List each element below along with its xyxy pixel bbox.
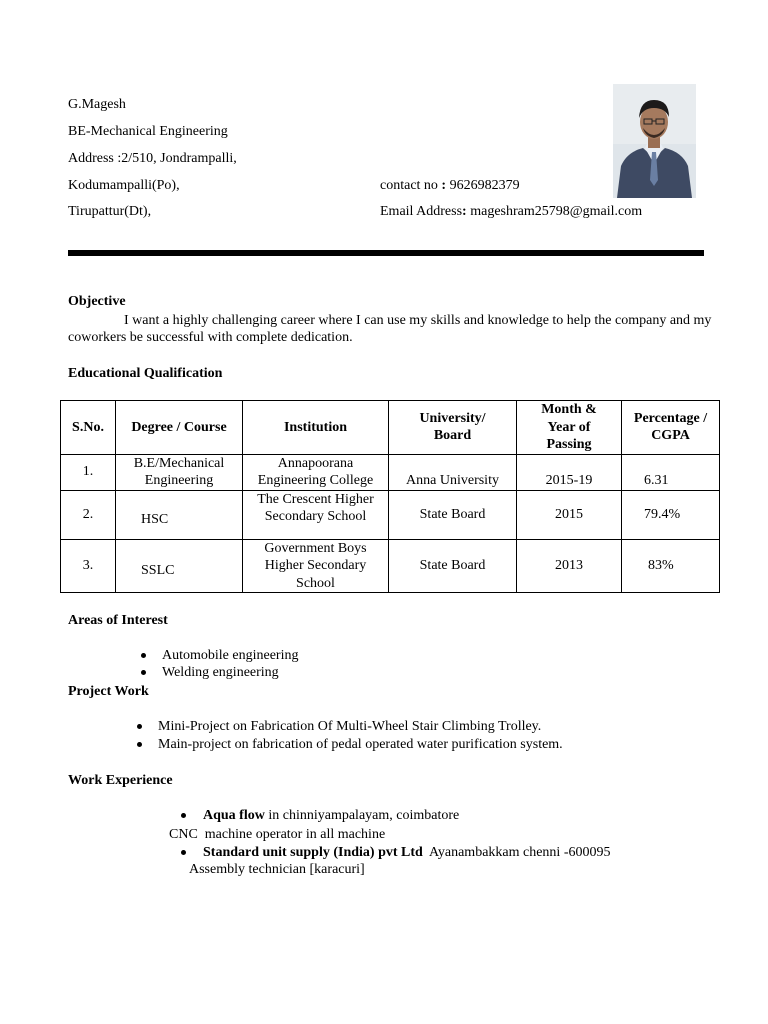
table-cell: State Board	[389, 539, 517, 593]
objective-heading: Objective	[68, 294, 126, 309]
address-line-3: Tirupattur(Dt),	[68, 204, 152, 219]
experience-item	[203, 808, 459, 824]
list-item: Welding engineering	[162, 665, 279, 680]
contact-number: 9626982379	[449, 178, 520, 193]
interests-heading: Areas of Interest	[68, 613, 168, 628]
table-cell: State Board	[389, 490, 517, 539]
table-cell: Annapoorana Engineering College	[243, 454, 389, 490]
column-header: University/ Board	[389, 401, 517, 455]
table-cell: 2.	[61, 490, 116, 539]
table-cell: 6.31	[622, 454, 720, 490]
column-header: Degree / Course	[116, 401, 243, 455]
table-cell: 2015-19	[517, 454, 622, 490]
table-cell: 3.	[61, 539, 116, 593]
objective-text: I want a highly challenging career where I can use my skills and knowledge to help the company and my coworkers be successful with complete dedication.	[68, 313, 712, 345]
table-row	[61, 454, 720, 490]
table-cell: 2013	[517, 539, 622, 593]
column-header: Percentage / CGPA	[622, 401, 720, 455]
header-divider	[68, 250, 704, 256]
table-cell: HSC	[116, 490, 243, 539]
table-cell: 1.	[61, 454, 116, 490]
table-cell: SSLC	[116, 539, 243, 593]
bullet-icon	[137, 742, 142, 747]
bullet-icon	[181, 813, 186, 818]
candidate-degree: BE-Mechanical Engineering	[68, 124, 228, 139]
table-cell: 79.4%	[622, 490, 720, 539]
bullet-icon	[181, 850, 186, 855]
projects-heading: Project Work	[68, 684, 149, 699]
table-cell: Government Boys Higher Secondary School	[243, 539, 389, 593]
column-header: S.No.	[61, 401, 116, 455]
bullet-icon	[141, 670, 146, 675]
company-location: in chinniyampalayam, coimbatore	[268, 808, 460, 823]
contact-label: contact no	[380, 178, 438, 193]
address-line-2: Kodumampalli(Po),	[68, 178, 180, 193]
list-item: Main-project on fabrication of pedal operated water purification system.	[158, 737, 563, 752]
experience-heading: Work Experience	[68, 773, 173, 788]
company-location: Ayanambakkam chenni -600095	[429, 845, 611, 860]
table-row	[61, 539, 720, 593]
table-cell: B.E/Mechanical Engineering	[116, 454, 243, 490]
address-line-1: Address :2/510, Jondrampalli,	[68, 151, 237, 166]
job-role: CNC machine operator in all machine	[169, 827, 386, 842]
company-name: Standard unit supply (India) pvt Ltd	[203, 845, 423, 860]
bullet-icon	[137, 724, 142, 729]
bullet-icon	[141, 653, 146, 658]
table-cell: Anna University	[389, 454, 517, 490]
column-header: Institution	[243, 401, 389, 455]
table-row	[61, 490, 720, 539]
email-separator: :	[462, 204, 467, 219]
job-role: Assembly technician [karacuri]	[189, 862, 365, 877]
company-name: Aqua flow	[203, 808, 265, 823]
candidate-name: G.Magesh	[68, 97, 126, 112]
contact-separator: :	[441, 178, 447, 193]
list-item: Automobile engineering	[162, 648, 299, 663]
profile-photo	[613, 84, 696, 198]
table-cell: The Crescent Higher Secondary School	[243, 490, 389, 539]
education-table	[60, 400, 720, 593]
table-cell: 83%	[622, 539, 720, 593]
education-heading: Educational Qualification	[68, 366, 223, 381]
email-label: Email Address	[380, 204, 463, 219]
list-item: Mini-Project on Fabrication Of Multi-Wheel Stair Climbing Trolley.	[158, 719, 542, 734]
email-line	[380, 204, 642, 220]
experience-item	[203, 845, 611, 861]
email-address: mageshram25798@gmail.com	[470, 204, 643, 219]
table-header-row	[61, 401, 720, 455]
contact-line	[380, 178, 520, 194]
table-cell: 2015	[517, 490, 622, 539]
column-header: Month & Year of Passing	[517, 401, 622, 455]
